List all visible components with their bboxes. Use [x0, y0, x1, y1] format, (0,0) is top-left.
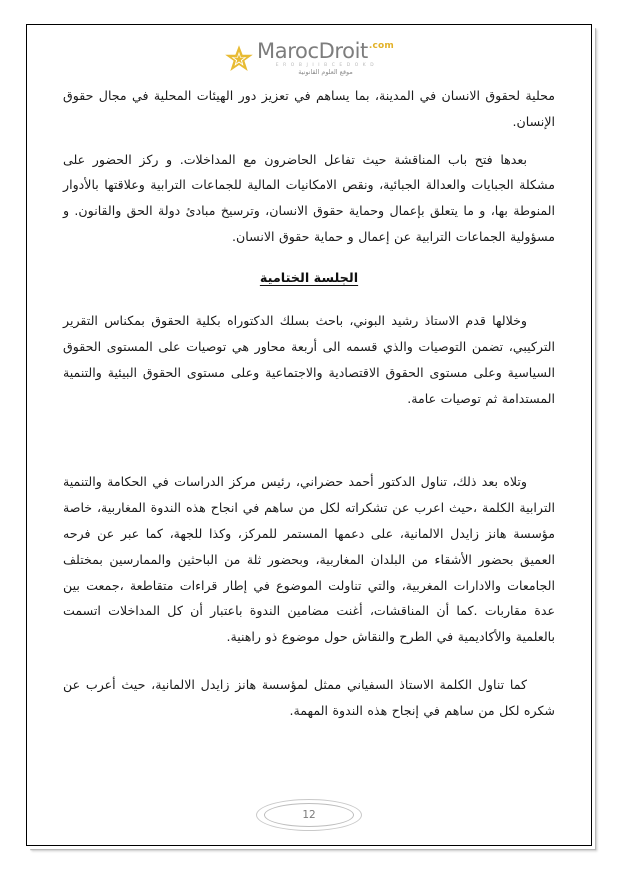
star-icon: [224, 44, 254, 74]
logo-subtitle-arabic: موقع العلوم القانونية: [298, 68, 353, 77]
paragraph-sofiani-speech: كما تناول الكلمة الاستاذ السفياني ممثل لمؤسسة هانز زايدل الالمانية، حيث أعرب عن شكره لكل من ساهم في إنجاح هذه الندوة المهمة.: [63, 677, 555, 718]
section-heading-text: الجلسة الختامية: [259, 270, 359, 286]
paragraph-discussion: بعدها فتح باب المناقشة حيث تفاعل الحاضرون مع المداخلات. و ركز الحضور على مشكلة الجبايات والعدالة الجبائية، ونقص الامكانيات المالية للجماعات الترابية وعلاقتها بالأدوار المنوطة بها، و ما يتعلق بإعمال وحماية حقوق الانسان، وترسيخ مبادئ دولة الحق والقانون. و مسؤولية الجماعات الترابية عن إعمال و حماية حقوق الانسان.: [63, 151, 555, 245]
logo-brand-name: MarocDroit: [257, 39, 368, 63]
logo-name-row: [257, 41, 394, 62]
marocdroit-logo: [224, 41, 394, 76]
document-footer: [27, 799, 591, 831]
logo-text-block: [257, 41, 394, 76]
document-page: [26, 24, 592, 846]
document-body: [63, 83, 555, 726]
paragraph-hadrani-speech: وتلاه بعد ذلك، تناول الدكتور أحمد حضراني، رئيس مركز الدراسات في الحكامة والتنمية الترابية الكلمة ،حيث اعرب عن تشكراته لكل من ساهم في انجاح هذه الندوة المغاربية، خاصة مؤسسة هانز زايدل الالمانية، على دعمها المستمر للمركز، وكذا للجهة، كما عبر عن فرحه العميق بحضور الأشقاء من البلدان المغاربية، وبحضور ثلة من الباحثين والممارسين بمختلف الجامعات والادارات المغربية، والتي تناولت الموضوع في إطار قراءات متقاطعة ،جمعت بين عدة مقاربات .كما أن المناقشات، أغنت مضامين الندوة باعتبار أن كل المداخلات اتسمت بالعلمية والأكاديمية في الطرح والنقاش حول موضوع ذو راهنية.: [63, 474, 555, 645]
page-number-oval-outer: [256, 799, 362, 831]
logo-brand-tld: .com: [368, 41, 394, 51]
page-inner: [27, 25, 591, 845]
logo-subtitle-latin: E R O B J I I B C E D O K D: [275, 63, 376, 68]
paragraph-continuation: محلية لحقوق الانسان في المدينة، بما يساهم في تعزيز دور الهيئات المحلية في مجال حقوق الإنسان.: [63, 88, 555, 129]
page-number: 12: [302, 809, 316, 821]
page-number-oval-inner: [264, 803, 354, 827]
paragraph-synthesis-report: وخلالها قدم الاستاذ رشيد البوني، باحث بسلك الدكتوراه بكلية الحقوق بمكناس التقرير التركيبي، تضمن التوصيات والذي قسمه الى أربعة محاور هي توصيات على المستوى الحقوق السياسية وعلى مستوى الحقوق الاقتصادية والاجتماعية وعلى مستوى الحقوق البيئية والتنمية المستدامة ثم توصيات عامة.: [63, 313, 555, 406]
section-heading-closing-session: [63, 266, 555, 292]
document-header: [27, 41, 591, 76]
